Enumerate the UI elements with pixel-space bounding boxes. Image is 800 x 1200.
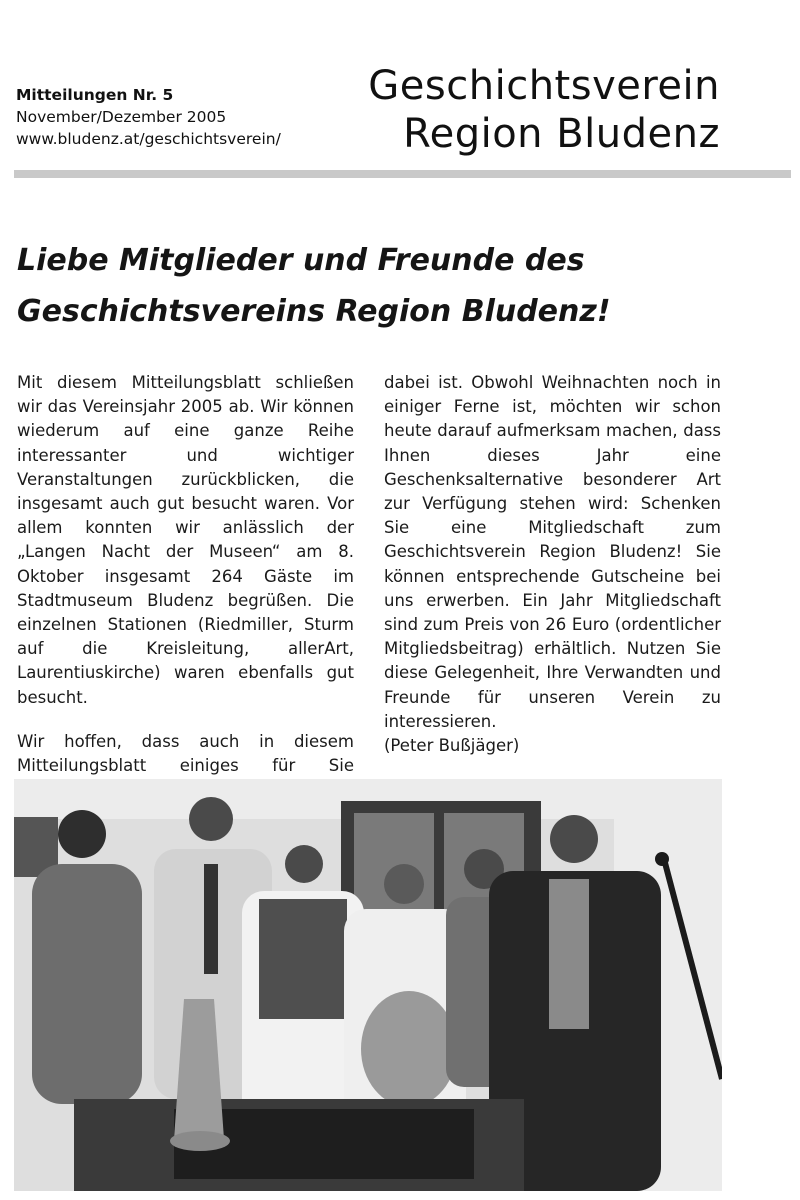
article-column-right	[384, 371, 721, 758]
masthead-title-line2: Region Bludenz	[403, 111, 720, 157]
article-column-left	[17, 371, 354, 802]
headline-line1: Liebe Mitglieder und Freunde des	[17, 243, 585, 278]
headline-line2: Geschichtsvereins Region Bludenz!	[17, 294, 611, 329]
article-signature: (Peter Bußjäger)	[384, 736, 520, 756]
issue-number: Mitteilungen Nr. 5	[16, 86, 174, 104]
masthead-title-line1: Geschichtsverein	[368, 63, 720, 109]
article-paragraph: Wir hoffen, dass auch in diesem Mitteilungsblatt einiges für Sie	[17, 731, 354, 776]
masthead-info	[16, 84, 281, 150]
article-headline	[17, 235, 757, 337]
masthead-title	[368, 62, 720, 158]
article-paragraph: Mit diesem Mitteilungsblatt schließen wir das Vereinsjahr 2005 ab. Wir können wiederum auf eine ganze Reihe interessanter und wichtiger Veranstaltungen zurückblicken, die insgesamt auch gut besucht waren. Vor allem konnten wir anlässlich der „Langen Nacht der Museen“ am 8. Oktober insgesamt 264 Gäste im Stadtmuseum Bludenz begrüßen. Die einzelnen Stationen (Riedmiller, Sturm auf die Kreisleitung, allerArt, Laurentiuskirche) waren ebenfalls gut besucht.	[17, 373, 354, 707]
group-photo-icon	[14, 779, 722, 1191]
header-divider	[14, 170, 791, 178]
group-photo	[14, 779, 722, 1191]
article-paragraph: dabei ist. Obwohl Weihnachten noch in einiger Ferne ist, möchten wir schon heute darauf aufmerksam machen, dass Ihnen dieses Jahr eine Geschenksalternative besonderer Art zur Verfügung stehen wird: Schenken Sie eine Mitgliedschaft zum Geschichtsverein Region Bludenz! Sie können entsprechende Gutscheine bei uns erwerben. Ein Jahr Mitgliedschaft sind zum Preis von 26 Euro (ordentlicher Mitgliedsbeitrag) erhältlich. Nutzen Sie diese Gelegenheit, Ihre Verwandten und Freunde für unseren Verein zu interessieren.	[384, 373, 721, 731]
website-url: www.bludenz.at/geschichtsverein/	[16, 130, 281, 148]
issue-date: November/Dezember 2005	[16, 108, 227, 126]
